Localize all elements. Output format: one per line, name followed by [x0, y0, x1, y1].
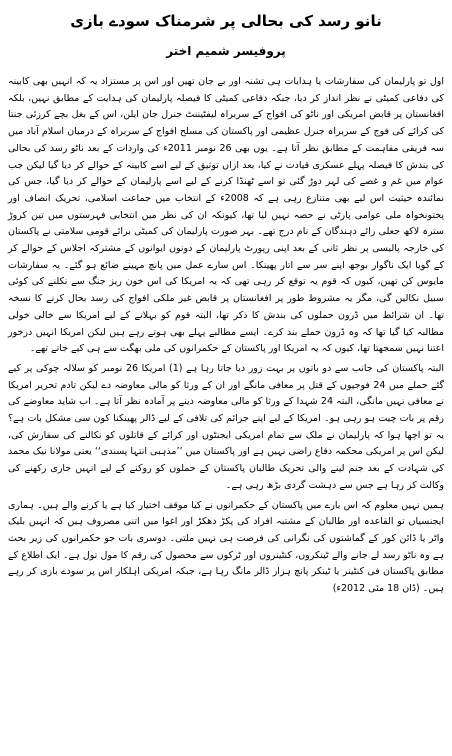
article-paragraph-3: ہمیں نہیں معلوم کہ اس بارے میں پاکستان کے حکمرانوں نے کیا موقف اختیار کیا ہے یا کرنے والے ہیں۔ ہماری ایجنسیاں تو القاعدہ اور طالبان کے مشتبہ افراد کی پکڑ دھکڑ اور اغوا میں اتنی مصروف ہیں کہ انہیں بلیک واٹر یا ڈائن کور کے گماشتوں کی نگرانی کی فرصت ہی نہیں ملتی۔ دوسری بات جو حکمرانوں کی زیر بحث ہے وہ ناٹو رسد لے جانے والے ٹینکروں، کنٹینروں اور ٹرکوں سے محصول کی رقم کا مول تول ہے۔ ایک اطلاع کے مطابق پاکستان فی کنٹینر یا ٹینکر پانچ ہزار ڈالر مانگ رہا ہے، جبکہ امریکی اہلکار اس پر سودے بازی کر رہے ہیں۔ (ڈان 18 مئی 2012ء) [8, 499, 444, 595]
article-body [8, 74, 444, 598]
article-paragraph-1: اول تو پارلیمان کی سفارشات یا ہدایات ہی تشنہ اور بے جان تھیں اور اس پر مستزاد یہ کہ انہیں بھی کابینہ کی دفاعی کمیٹی نے نظر انداز کر دیا، جبکہ دفاعی کمیٹی کا فیصلہ پارلیمان کی ہدایت کے مطابق نہیں، بلکہ افغانستان پر قابض امریکی اور ناٹو کی افواج کے سربراہ لیفٹیننٹ جنرل جان ایلن، اس کے بغل بچے کرزئی جنتا کی کرائے کی فوج کے سربراہ جنرل عظیمی اور پاکستان کی مسلح افواج کے سربراہ کے درمیان اسلام آباد میں سہ فریقی مفاہمت کے مطابق نظر آتا ہے۔ یوں بھی 26 نومبر 2011ء کی واردات کے بعد ناٹو رسد کی بحالی کی بندش کا فیصلہ پہلے عسکری قیادت نے کیا، بعد ازاں توثیق کے لیے اسے کابینہ کے حوالے کر دیا گیا لیکن جب عوام میں غم و غصے کی لہر دوڑ گئی تو اسے ٹھنڈا کرنے کے لیے اسے پارلیمان کے حوالے کر دیا گیا، جس کی نمائندہ حیثیت اس لیے بھی متنازع رہی ہے کہ 2008ء کے انتخاب میں جماعت اسلامی، تحریک انصاف اور پختونخواہ ملی عوامی پارٹی نے حصہ نہیں لیا تھا، کیونکہ ان کی نظر میں انتخابی فہرستوں میں تین کروڑ سترہ لاکھ جعلی رائے دہندگان کے نام درج تھے۔ بہر صورت پارلیمان کی کمیٹی برائے قومی سلامتی نے پاکستان کی خارجہ پالیسی پر نظر ثانی کے بعد اپنی رپورٹ پارلیمان کے دونوں ایوانوں کے مشترکہ اجلاس کے حوالے کر کے گویا ایک ناگوار بوجھ اپنے سر سے اتار پھینکا۔ اس سارے عمل میں پانچ مہینے ضائع ہو گئے۔ یہ سفارشات مایوس کن تھیں، کیوں کہ قوم یہ توقع کر رہی تھی کہ یہ امریکا کی اس خون ریز جنگ سے نکلنے کی کوئی سبیل نکالیں گی، مگر یہ مشروط طور پر افغانستان پر قابض غیر ملکی افواج کی رسد بحال کرنے کا نسخہ تھا۔ ان شرائط میں ڈرون حملوں کی بندش کا ذکر تھا، البتہ قوم کو بہلانے کے لیے امریکا سے خالی خولی مطالبہ کیا گیا تھا کہ وہ ڈرون حملے بند کرے۔ ایسے مطالبے پہلے بھی ہوتے رہے ہیں لیکن امریکا انہیں درخور اعتنا نہیں سمجھتا تھا، کیوں کہ یہ امریکا اور پاکستان کے حکمرانوں کی ملی بھگت سے ہی کیے جاتے تھے۔ [8, 76, 445, 355]
article-title: نانو رسد کی بحالی پر شرمناک سودے بازی [70, 12, 382, 30]
article-author: پروفیسر شمیم اختر [166, 44, 286, 58]
article-paragraph-2: البتہ پاکستان کی جانب سے دو باتوں پر بہت زور دیا جاتا رہا ہے (1) امریکا 26 نومبر کو سلالہ چوکی پر کیے گئے حملے میں 24 فوجیوں کے قتل پر معافی مانگے اور ان کے ورثا کو مالی معاوضہ دے لیکن تادم تحریر امریکا نے معافی نہیں مانگی، البتہ 24 شہدا کے ورثا کو مالی معاوضہ دینے پر آمادہ نظر آتا ہے۔ اب شاید معاوضے کی رقم پر بات چیت ہو رہی ہو۔ امریکا کے لیے اپنے جرائم کی تلافی کے لیے ڈالر پھینکنا کون سی مشکل بات ہے؟ یہ تو اچھا ہوا کہ پارلیمان نے ملک سے تمام امریکی ایجنٹوں اور کرائے کے قاتلوں کو نکالنے کی سفارش کی، لیکن اس پر امریکی محکمہ دفاع راضی نہیں ہے اور پاکستان میں ’’مذہبی انتہا پسندی‘‘ یعنی مولانا نیک محمد کی شہادت کے بعد جنم لینے والی تحریک طالبان پاکستان کے حملوں کو روکنے کے لیے انہیں جاری رکھنے کی وکالت کر رہا ہے جس سے دہشت گردی بڑھ رہی ہے۔ [8, 362, 445, 491]
